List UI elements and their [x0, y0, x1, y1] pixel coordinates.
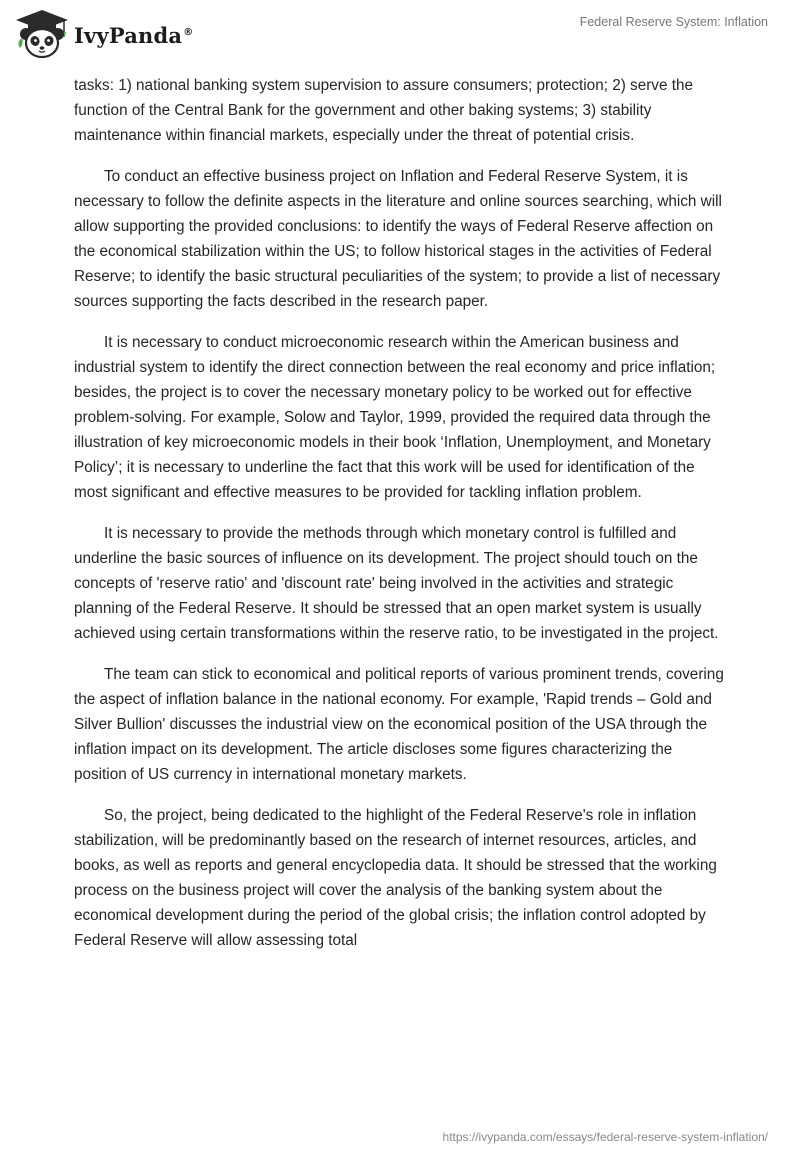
paragraph: It is necessary to conduct microeconomic research within the American business and industrial system to identify the direct connection between the real economy and price inflation; besides, the project is to cover the necessary monetary policy to be worked out for effective problem-solving. For example, Solow and Taylor, 1999, provided the required data through the illustration of key microeconomic models in their book ‘Inflation, Unemployment, and Monetary Policy’; it is necessary to underline the fact that this work will be used for identification of the most significant and effective measures to be provided for tackling inflation problem. [74, 334, 716, 501]
source-url[interactable]: https://ivypanda.com/essays/federal-reserve-system-inflation/ [442, 1130, 768, 1144]
document-title: Federal Reserve System: Inflation [579, 15, 768, 29]
paragraph: The team can stick to economical and political reports of various prominent trends, covering the aspect of inflation balance in the national economy. For example, 'Rapid trends – Gold and Silver Bullion' discusses the industrial view on the economical position of the USA through the inflation impact on its development. The article discloses some figures characterizing the position of US currency in international monetary markets. [74, 666, 724, 783]
paragraph: It is necessary to provide the methods through which monetary control is fulfilled and underline the basic sources of influence on its development. The project should touch on the concepts of 'reserve ratio' and 'discount rate' being involved in the activities and strategic planning of the Federal Reserve. It should be stressed that an open market system is usually achieved using certain transformations within the reserve ratio, to be investigated in the project. [74, 525, 719, 642]
essay-body [74, 73, 726, 969]
paragraph: To conduct an effective business project on Inflation and Federal Reserve System, it is necessary to follow the definite aspects in the literature and online sources searching, which will allow supporting the provided conclusions: to identify the ways of Federal Reserve affection on the economical stabilization within the US; to follow historical stages in the activities of Federal Reserve; to identify the basic structural peculiarities of the system; to provide a list of necessary sources supporting the facts described in the research paper. [74, 168, 722, 310]
page-header [0, 0, 800, 70]
paragraph: tasks: 1) national banking system supervision to assure consumers; protection; 2) serve the function of the Central Bank for the government and other baking systems; 3) stability maintenance within financial markets, especially under the threat of potential crisis. [74, 77, 693, 144]
brand-name: IvyPanda® [74, 22, 194, 48]
panda-graduate-icon [14, 8, 70, 60]
brand-logo[interactable] [14, 8, 193, 60]
paragraph: So, the project, being dedicated to the highlight of the Federal Reserve's role in inflation stabilization, will be predominantly based on the research of internet resources, articles, and books, as well as reports and general encyclopedia data. It should be stressed that the working process on the business project will cover the analysis of the banking system about the economical development during the period of the global crisis; the inflation control adopted by Federal Reserve will allow assessing total [74, 807, 717, 949]
registered-mark: ® [183, 26, 194, 38]
